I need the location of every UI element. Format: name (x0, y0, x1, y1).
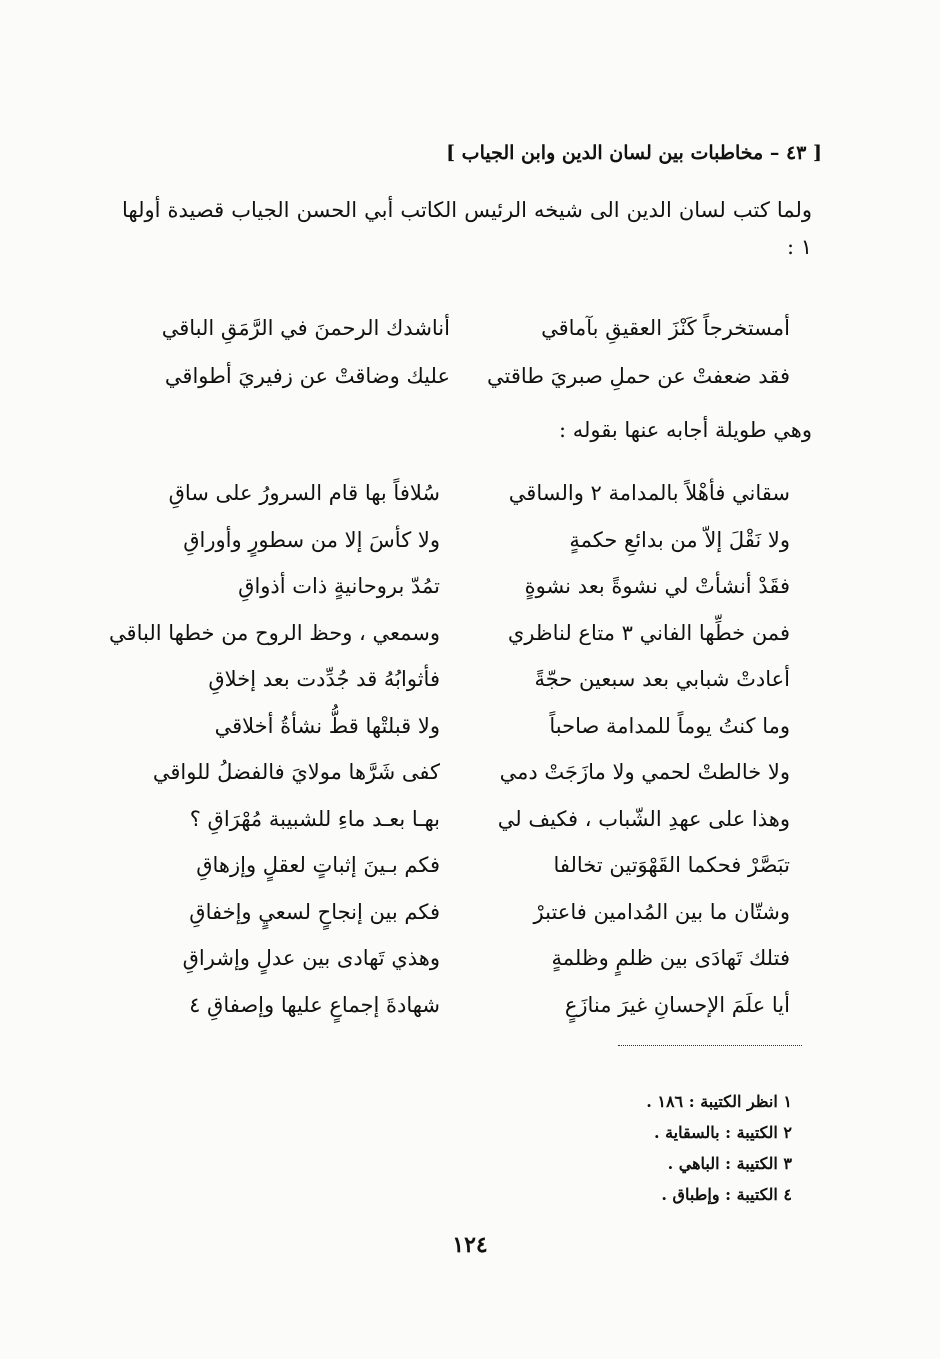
verse-row (110, 796, 790, 843)
footnote: ٤ الكتيبة : وإطباق . (661, 1185, 792, 1204)
second-hemistich: شهادةَ إجماعٍ عليها وإصفاقِ ٤ (189, 992, 440, 1017)
footnote: ٢ الكتيبة : بالسقاية . (653, 1123, 792, 1142)
second-hemistich: بهـا بعـد ماءِ للشبيبة مُهْرَاقِ ؟ (189, 806, 440, 831)
reply-intro: وهي طويلة أجابه عنها بقوله : (558, 418, 812, 442)
first-hemistich: تبَصَّرْ فحكما القَهْوَتين تخالفا (553, 853, 790, 878)
second-hemistich: ولا قبلتْها قطُّ نشأةُ أخلاقي (214, 713, 440, 738)
first-hemistich: وهذا على عهدِ الشّباب ، فكيف لي (497, 806, 790, 831)
verse-row (110, 889, 790, 936)
second-hemistich: كفى شَرَّها مولايَ فالفضلُ للواقي (152, 760, 440, 785)
verse-row (110, 749, 790, 796)
footnote: ٣ الكتيبة : الباهي . (667, 1154, 792, 1173)
second-hemistich: وهذي تَهادى بين عدلٍ وإشراقِ (182, 946, 440, 971)
second-hemistich: ولا كأسَ إلا من سطورٍ وأوراقِ (183, 527, 440, 552)
page-number: ١٢٤ (452, 1232, 488, 1258)
opening-verses (130, 304, 790, 400)
verse-row (110, 563, 790, 610)
verse-row (130, 304, 790, 352)
verse-row (130, 352, 790, 400)
footnote: ١ انظر الكتيبة : ١٨٦ . (646, 1092, 792, 1111)
verse-row (110, 610, 790, 657)
reply-poem (110, 470, 790, 1028)
section-heading: [ ٤٣ – مخاطبات بين لسان الدين وابن الجياب ] (446, 142, 822, 164)
second-hemistich: تمُدّ بروحانيةٍ ذات أذواقِ (238, 574, 440, 599)
verse-row (110, 982, 790, 1029)
first-hemistich: سقاني فأهْلاً بالمدامة ٢ والساقي (508, 481, 790, 506)
verse-row (110, 703, 790, 750)
verse-row (110, 517, 790, 564)
second-hemistich: وسمعي ، وحظ الروح من خطها الباقي (109, 620, 440, 645)
footnotes (492, 1086, 792, 1210)
first-hemistich: ولا خالطتْ لحمي ولا مازَجَتْ دمي (499, 760, 790, 785)
footnote-separator (618, 1045, 802, 1046)
first-hemistich: فتلك تَهادَى بين ظلمٍ وظلمةٍ (551, 946, 790, 971)
second-hemistich: سُلافاً بها قام السرورُ على ساقِ (168, 481, 440, 506)
first-hemistich: فمن خطِّها الفاني ٣ متاع لناظري (507, 620, 790, 645)
second-hemistich: أناشدك الرحمنَ في الرَّمَقِ الباقي (161, 316, 450, 340)
first-hemistich: فقَدْ أنشأتْ لي نشوةً بعد نشوةٍ (524, 574, 790, 599)
verse-row (110, 470, 790, 517)
second-hemistich: فكم بـينَ إثباتٍ لعقلٍ وإزهاقِ (196, 853, 440, 878)
second-hemistich: فكم بين إنجاحٍ لسعيٍ وإخفاقِ (189, 899, 440, 924)
verse-row (110, 842, 790, 889)
first-hemistich: أيا علَمَ الإحسانِ غيرَ منازَعٍ (564, 992, 790, 1017)
verse-row (110, 935, 790, 982)
second-hemistich: عليك وضاقتْ عن زفيريَ أطواقي (164, 364, 450, 388)
first-hemistich: وشتّان ما بين المُدامين فاعتبرْ (533, 899, 790, 924)
first-hemistich: ولا نَقْلَ إلاّ من بدائعِ حكمةٍ (569, 527, 790, 552)
verse-row (110, 656, 790, 703)
intro-paragraph: ولما كتب لسان الدين الى شيخه الرئيس الكاتب أبي الحسن الجياب قصيدة أولها ١ : (122, 198, 812, 259)
first-hemistich: فقد ضعفتْ عن حملِ صبريَ طاقتي (487, 364, 790, 388)
second-hemistich: فأثوابُهُ قد جُدِّدت بعد إخلاقِ (208, 667, 440, 692)
first-hemistich: أمستخرجاً كَنْزَ العقيقِ بآماقي (541, 316, 790, 340)
first-hemistich: أعادتْ شبابي بعد سبعين حجّةً (534, 667, 790, 692)
first-hemistich: وما كنتُ يوماً للمدامة صاحباً (549, 713, 790, 738)
